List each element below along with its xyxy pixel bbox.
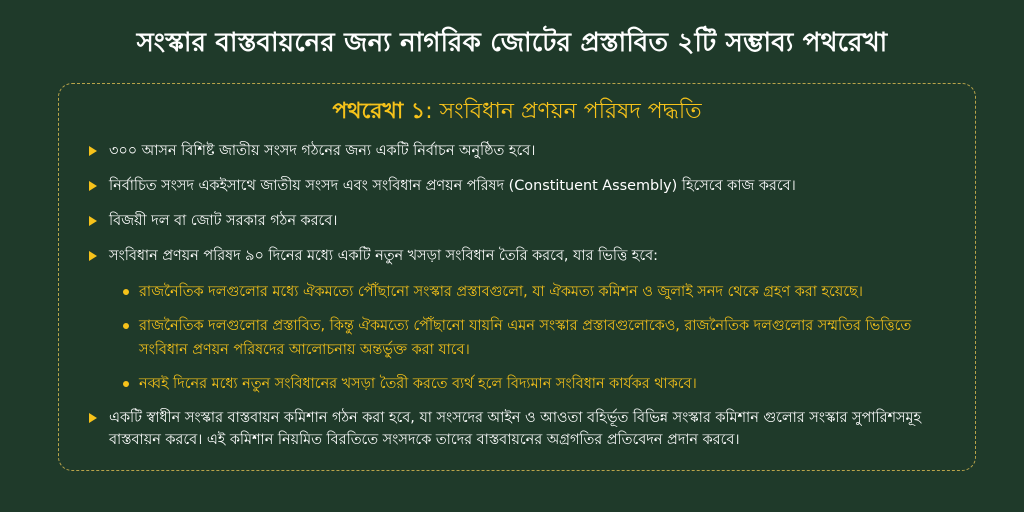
sub-list-item: নব্বই দিনের মধ্যে নতুন সংবিধানের খসড়া তৈরী করতে ব্যর্থ হলে বিদ্যমান সংবিধান কার্যকর থাকবে। (123, 372, 957, 396)
list-item: একটি স্বাধীন সংস্কার বাস্তবায়ন কমিশান গঠন করা হবে, যা সংসদের আইন ও আওতা বহির্ভূত বিভিন্ন সংস্কার কমিশান গুলোর সংস্কার সুপারিশসমূহ বাস্তবায়ন করবে। এই কমিশান নিয়মিত বিরতিতে সংসদকে তাদের বাস্তবায়নের অগ্রগতির প্রতিবেদন প্রদান করবে। (87, 407, 957, 451)
page-title: সংস্কার বাস্তবায়নের জন্য নাগরিক জোটের প্রস্তাবিত ২টি সম্ভাব্য পথরেখা (136, 28, 888, 58)
sub-list-item: রাজনৈতিক দলগুলোর প্রস্তাবিত, কিন্তু ঐকমত্যে পৌঁছানো যায়নি এমন সংস্কার প্রস্তাবগুলোকেও, রাজনৈতিক দলগুলোর সম্মতির ভিত্তিতে সংবিধান প্রণয়ন পরিষদের আলোচনায় অন্তর্ভুক্ত করা যাবে। (123, 314, 957, 362)
list-item: বিজয়ী দল বা জোট সরকার গঠন করবে। (87, 210, 957, 232)
list-item: সংবিধান প্রণয়ন পরিষদ ৯০ দিনের মধ্যে একটি নতুন খসড়া সংবিধান তৈরি করবে, যার ভিত্তি হবে: (87, 245, 957, 267)
pathway-subtitle (59, 94, 975, 131)
list-item: নির্বাচিত সংসদ একইসাথে জাতীয় সংসদ এবং সংবিধান প্রণয়ন পরিষদ (Constituent Assembly) হিসেবে কাজ করবে। (87, 175, 957, 197)
pathway-list (87, 140, 957, 451)
sub-list-item: রাজনৈতিক দলগুলোর মধ্যে ঐকমত্যে পৌঁছানো সংস্কার প্রস্তাবগুলো, যা ঐকমত্য কমিশন ও জুলাই সনদ থেকে গ্রহণ করা হয়েছে। (123, 280, 957, 304)
list-item: ৩০০ আসন বিশিষ্ট জাতীয় সংসদ গঠনের জন্য একটি নির্বাচন অনুষ্ঠিত হবে। (87, 140, 957, 162)
pathway-number: পথরেখা ১ (332, 99, 426, 124)
pathway-card (58, 83, 976, 471)
pathway-name: : সংবিধান প্রণয়ন পরিষদ পদ্ধতি (425, 99, 702, 124)
sub-list (87, 280, 957, 396)
